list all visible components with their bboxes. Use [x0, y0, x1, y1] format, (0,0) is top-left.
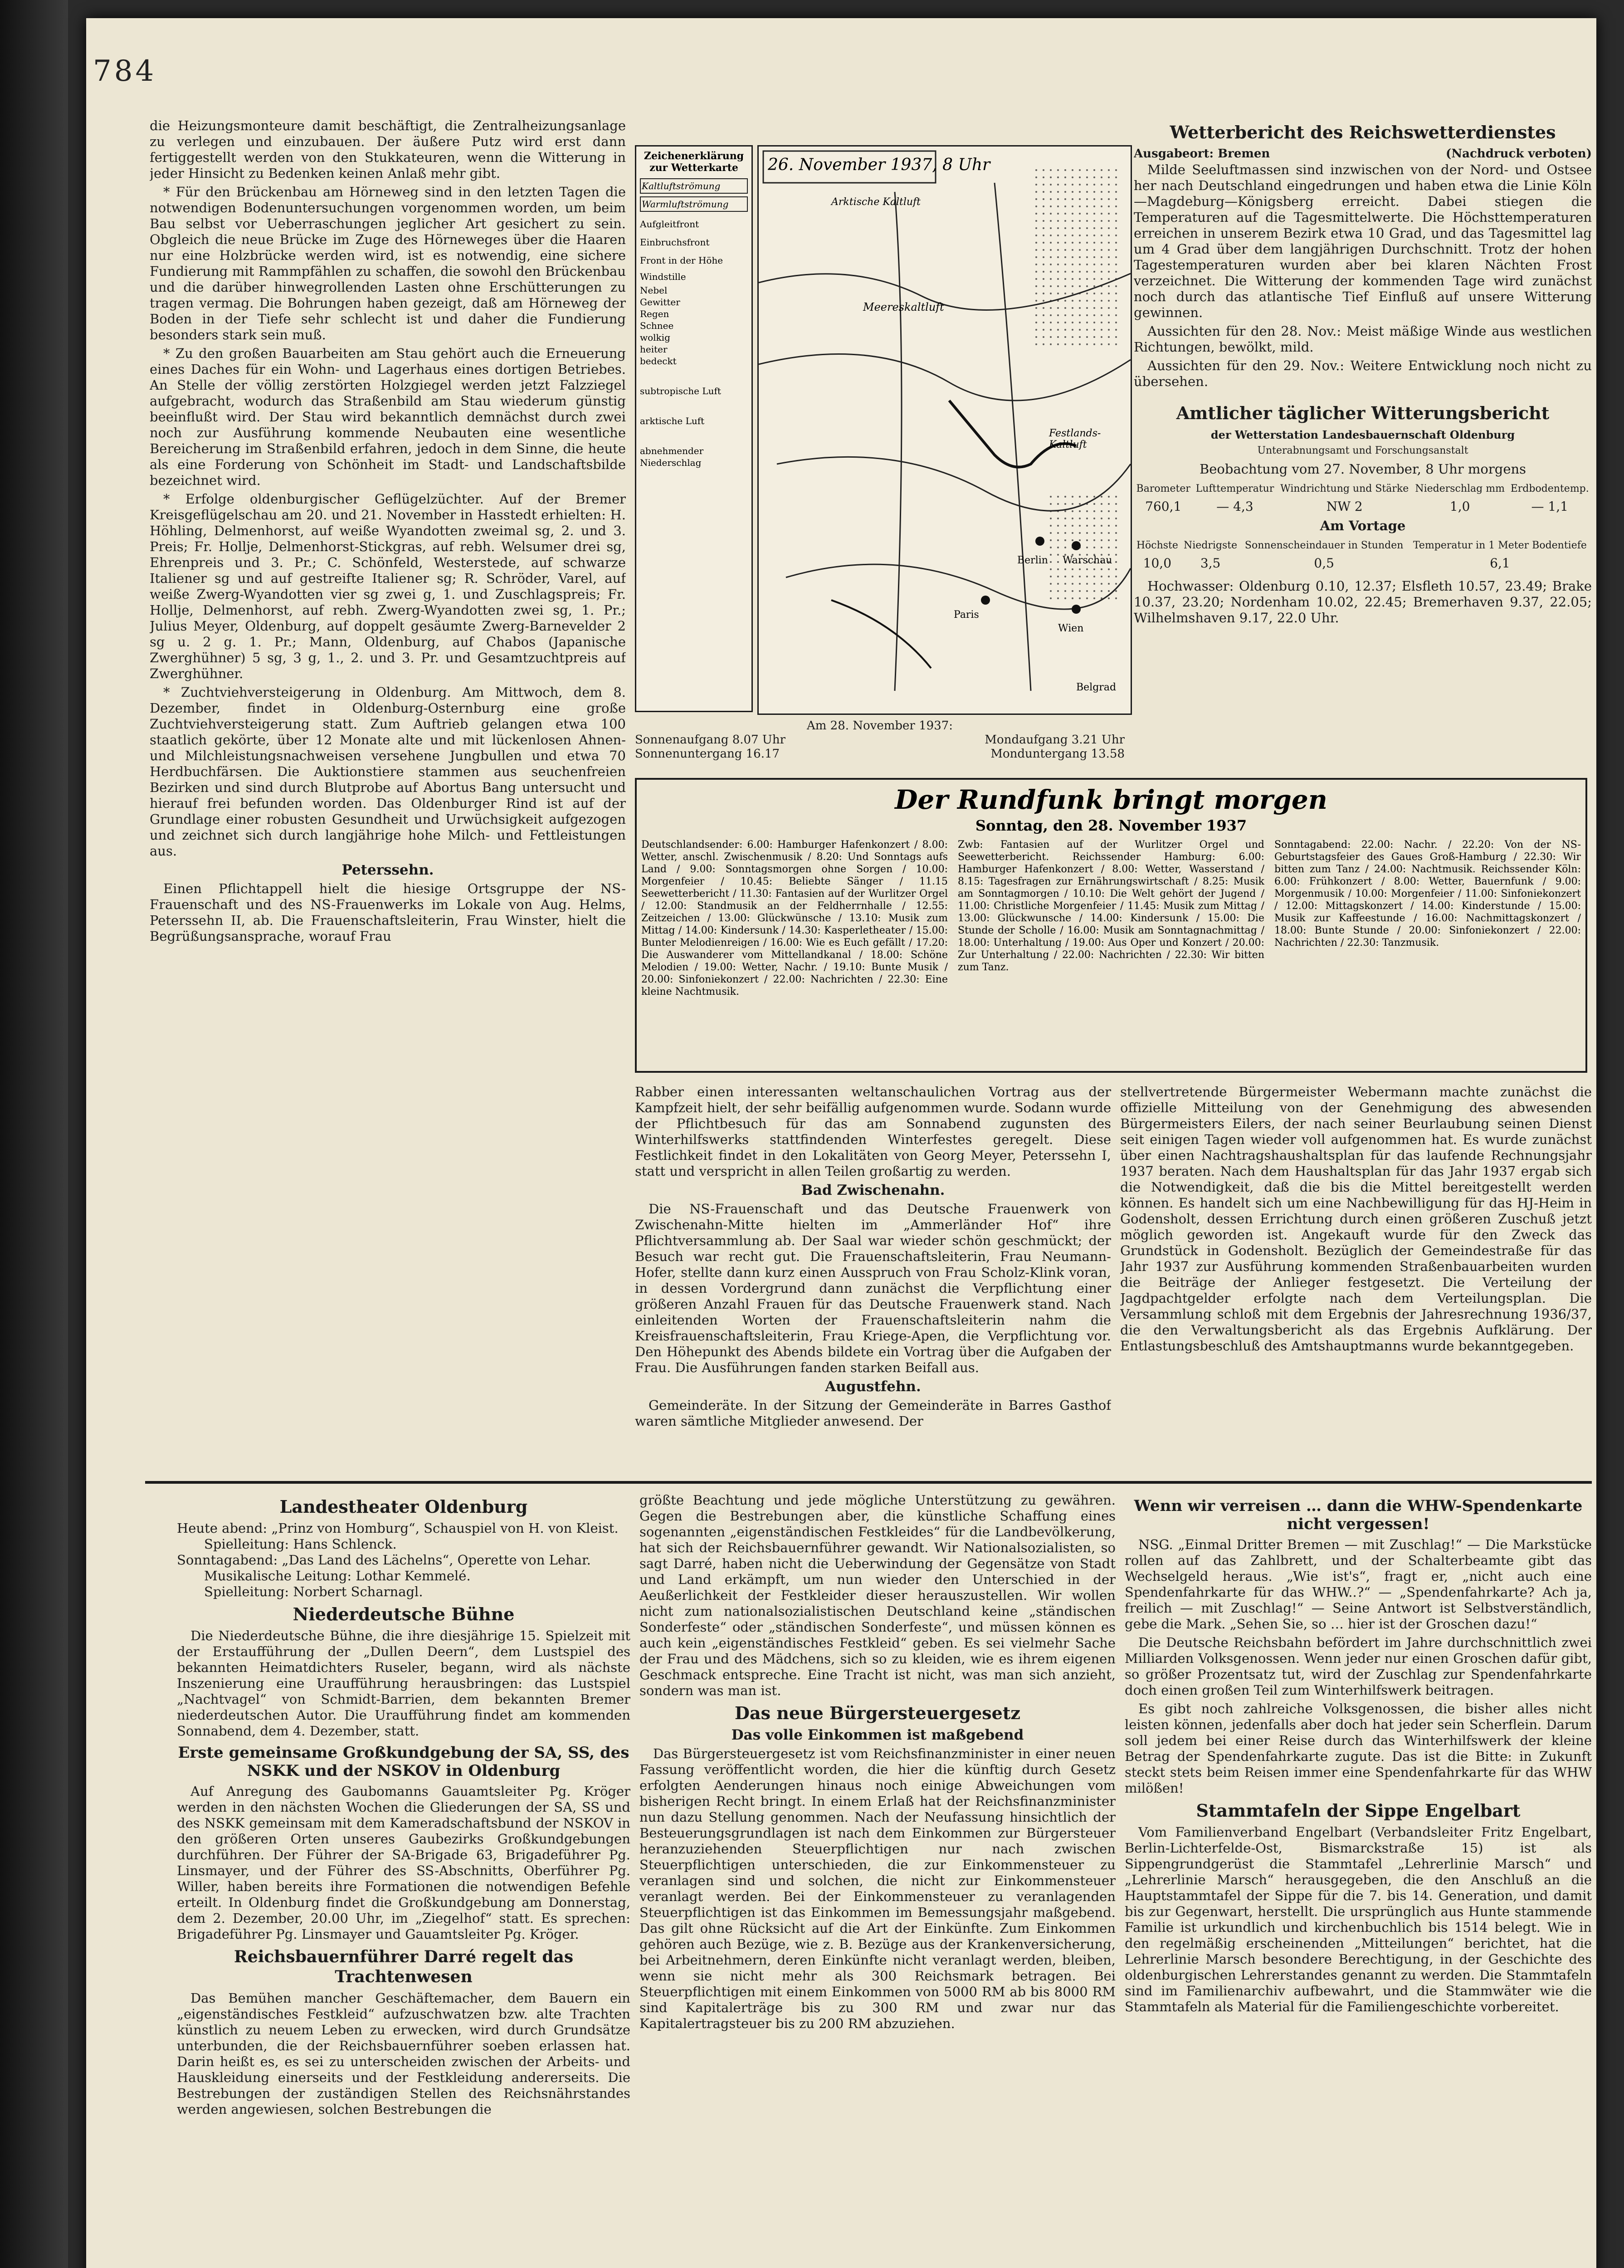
left-paragraph: * Für den Brückenbau am Hörneweg sind in den letzten Tagen die notwendigen Bodenuntersuchungen vorgenommen worden, um beim Bau selbst vor Ueberraschungen jeglicher Art gesichert zu sein. Obgleich die neue Brücke im Zuge des Hörneweges über die Haaren nur eine Holzbrücke werden wird, ist es notwendig, eine sichere Fundierung mit Rammpfählen zu schaffen, die sowohl den Brückenbau und die darüber hinwegrollenden Lasten ohne Erschütterungen zu tragen vermag. Die Bohrungen haben gezeigt, daß am Hörneweg der Boden in der Tiefe sehr schlecht ist und daher die Fundierung besonders stark sein muß. — [150, 184, 626, 342]
theater-column — [177, 1492, 630, 2268]
legend-item: Kaltluftströmung — [640, 178, 748, 194]
legend-item: Gewitter — [640, 297, 680, 308]
table-header: Windrichtung und Stärke — [1280, 483, 1409, 494]
section-heading: Wenn wir verreisen … dann die WHW-Spendenkarte nicht vergessen! — [1134, 1497, 1583, 1533]
daily-table-1 — [1134, 480, 1592, 515]
table-cell: — 4,3 — [1216, 499, 1253, 514]
table-cell: — 1,1 — [1531, 499, 1568, 514]
legend-item: abnehmender Niederschlag — [640, 445, 704, 468]
weather-subtitle: Ausgabeort: Bremen — [1134, 147, 1270, 161]
table-cell: 10,0 — [1143, 556, 1172, 571]
right-paragraph: Es gibt noch zahlreiche Volksgenossen, die bisher alles nicht leisten können, jedenfalls aber doch hat jeder sein Scherflein. Darum soll jedem bei einer Reise durch das Winterhilfswerk der kleine Betrag der Spendenfahrkarte zugute. Das ist die Bitte: in Zukunft steckt stets beim Reisen immer eine Spendenfahrkarte für das WHW milößen! — [1125, 1701, 1592, 1796]
legend-item: Windstille — [640, 271, 686, 282]
legend-item: Warmluftströmung — [640, 196, 748, 212]
theater-line: Musikalische Leitung: Lothar Kemmelé. — [204, 1568, 471, 1584]
table-cell: 3,5 — [1200, 556, 1221, 571]
daily-title: Amtlicher täglicher Witterungsbericht — [1176, 403, 1550, 423]
middle-paragraph: Die NS-Frauenschaft und das Deutsche Frauenwerk von Zwischenahn-Mitte hielten im „Ammerländer Hof“ ihre Pflichtversammlung ab. Der Saal war wieder schön geschmückt; der Besuch war recht gut. Die Frauenschaftsleiterin, Frau Neumann-Hofer, stellte dann kurz einen Ausspruch von Frau Scholz-Klink voran, in dessen Vordergrund dann zunächst die Verpflichtung einer größeren Anzahl Frauen für das Deutsche Frauenwerk stand. Nach einleitenden Worten der Frauenschaftsleiterin nahm die Kreisfrauenschaftsleiterin, Frau Kriege-Apen, die Verpflichtung vor. Den Höhepunkt des Abends bildete ein Vortrag über die Aufgaben der Frau. Die Ausführungen fanden starken Beifall aus. — [635, 1201, 1111, 1375]
theater-line: Heute abend: „Prinz von Homburg“, Schauspiel von H. von Kleist. — [177, 1520, 619, 1536]
right-column — [1120, 1084, 1592, 1474]
legend-item: subtropische Luft — [640, 386, 721, 396]
legend-item: bedeckt — [640, 356, 677, 367]
weather-title: Wetterbericht des Reichswetterdienstes — [1170, 122, 1556, 142]
weather-map — [757, 145, 1132, 715]
legend-item: Einbruchsfront — [640, 237, 710, 248]
daily-observation: Beobachtung vom 27. November, 8 Uhr morgens — [1199, 461, 1526, 477]
section-heading: Erste gemeinsame Großkundgebung der SA, SS, des NSKK und der NSKOV in Oldenburg — [178, 1744, 629, 1780]
legend-item: Front in der Höhe — [640, 255, 723, 266]
middle-paragraph: Gemeinderäte. In der Sitzung der Gemeinderäte in Barres Gasthof waren sämtliche Mitglieder anwesend. Der — [635, 1398, 1111, 1429]
legend-item: wolkig — [640, 332, 670, 343]
table-header: Höchste — [1136, 540, 1178, 551]
table-cell: 6,1 — [1490, 556, 1510, 571]
left-paragraph: * Erfolge oldenburgischer Geflügelzüchter. Auf der Bremer Kreisgeflügelschau am 20. und 21. November in Hasstedt erhielten: H. Höhling, Delmenhorst, auf weiße Wyandotten zweimal sg, 2. und 3. Preis; Fr. Hollje, Delmenhorst-Stickgras, auf rebh. Welsumer drei sg, Ehrenpreis und 3. Pr.; C. Schönfeld, Westerstede, auf schwarze Italiener sg und auf gestreifte Italiener sg; R. Schröder, Varel, auf weiße Zwerg-Wyandotten vier sg zwei g, 1. und Zuschlagspreis; Fr. Hollje, Delmenhorst, auf rebh. Zwerg-Wyandotten zwei sg, 1. Pr.; Julius Meyer, Oldenburg, auf doppelt gesäumte Zwerg-Barnevelder 2 sg u. 2 g. 1. Pr.; Mann, Oldenburg, auf Chabos (Japanische Zwerghühner) 5 sg, 3 g, 1., 2. und 3. Pr. und Gesamtzuchtpreis auf Zwerghühner. — [150, 491, 626, 681]
table-header: Barometer — [1136, 483, 1190, 494]
legend-item: Nebel — [640, 285, 668, 296]
weather-report — [1134, 118, 1592, 717]
sunset: Sonnenuntergang 16.17 — [635, 747, 780, 761]
sun-moon — [635, 719, 1125, 773]
right-paragraph: Vom Familienverband Engelbart (Verbandsleiter Fritz Engelbart, Berlin-Lichterfelde-Ost, Bismarckstraße 15) ist als Sippengrundgerüst die Stammtafel „Lehrerlinie Marsch“ und „Lehrerlinie Marsch“ herausgegeben, die den Anschluß an die Hauptstammtafel der Sippe für die 7. bis 14. Generation, und damit bis zur Gegenwart, herstellt. Die ursprünglich aus Hunte stammende Familie ist urkundlich und kirchenbuchlich bis 1514 belegt. Wie in den regelmäßig erscheinenden „Mitteilungen“ berichtet, hat die Lehrerlinie Marsch besondere Berechtigung, in der Geschichte des oldenburgischen Lehrerstandes genannt zu werden. Die Stammtafeln sind im Familienarchiv aufbewahrt, und die Stammwäter wie die Stammtafeln als Material für die Familiengeschichte vorbereitet. — [1125, 1824, 1592, 2014]
section-heading: Peterssehn. — [341, 862, 434, 878]
radio-title: Der Rundfunk bringt morgen — [895, 784, 1327, 815]
legend-item: heiter — [640, 344, 668, 355]
radio-column: Deutschlandsender: 6.00: Hamburger Hafenkonzert / 8.00: Wetter, anschl. Zwischenmusik / 8.20: Und Sonntags aufs Land / 9.00: Sonntagsmorgen ohne Sorgen / 10.00: Morgenfeier / 10.45: Beliebte Sänger / 11.15 Seewetterbericht / 11.30: Fantasien auf der Wurlitzer Orgel / 12.00: Standmusik an der Feldherrnhalle / 12.55: Zeitzeichen / 13.00: Glückwünsche / 13.10: Musik zum Mittag / 14.00: Kindersunk / 14.30: Kasperletheater / 15.00: Bunter Melodienreigen / 16.00: Wie es Euch gefällt / 17.20: Die Auswanderer vom Mittellandkanal / 18.00: Schöne Melodien / 19.00: Wetter, Nachr. / 19.10: Bunte Musik / 20.00: Sinfoniekonzert / 22.00: Nachrichten / 22.30: Eine kleine Nachtmusik. — [641, 839, 948, 997]
table-cell: 1,0 — [1449, 499, 1470, 514]
left-paragraph: die Heizungsmonteure damit beschäftigt, die Zentralheizungsanlage zu verlegen und einzubauen. Der äußere Putz wird erst dann fertiggestellt werden von den Stukkateuren, wenn die Witterung in jeder Hinsicht zu Bedenken keinen Anlaß mehr gibt. — [150, 118, 626, 181]
section-subheading: Das volle Einkommen ist maßgebend — [731, 1727, 1024, 1743]
right-paragraph: Die Deutsche Reichsbahn befördert im Jahre durchschnittlich zwei Milliarden Volksgenossen. Wenn jeder nur einen Groschen dafür gibt, so größer Prozentsatz tut, wird der Zuschlag zur Spendenfahrkarte doch einen großen Teil zum Winterhilfswerk beitragen. — [1125, 1635, 1592, 1698]
daily-subtitle: der Wetterstation Landesbauernschaft Oldenburg — [1210, 428, 1515, 441]
theater-line: Spielleitung: Norbert Scharnagl. — [204, 1584, 423, 1599]
theater-line: Spielleitung: Hans Schlenck. — [204, 1536, 397, 1552]
left-paragraph: Einen Pflichtappell hielt die hiesige Ortsgruppe der NS-Frauenschaft und des NS-Frauenwerks im Lokale von Aug. Helms, Peterssehn II, ab. Die Frauenschaftsleiterin, Frau Winster, hielt die Begrüßungsansprache, worauf Frau — [150, 881, 626, 944]
center-paragraph: größte Beachtung und jede mögliche Unterstützung zu gewähren. Gegen die Bestrebungen aber, die künstliche Schaffung eines sogenannten „eigenständischen Festkleides“ für die Landbevölkerung, hat sich der Reichsbauernführer gewandt. Wir Nationalsozialisten, so sagt Darré, haben nicht die Ueberwindung der Gegensätze von Stadt und Land erkämpft, um nun wieder den Unterschied in der Aeußerlichkeit der Festkleider dieser herauszustellen. Wir wollen nicht zum nationalsozialistischen Deutschland keine „ständischen Sonderfeste“ oder „ständischen Sonderfeste“, und müssen können es auch kein „eigenständisches Festkleid“ geben. Es sei vielmehr Sache der Frau und des Mädchens, sich so zu kleiden, wie es ihrem eigenen Geschmack entspreche. Eine Tracht ist nicht, was man sich anzieht, sondern was man ist. — [639, 1492, 1116, 1698]
middle-column — [635, 1084, 1111, 1474]
right-bottom-column — [1125, 1492, 1592, 2268]
table-cell: 760,1 — [1145, 499, 1182, 514]
right-paragraph: stellvertretende Bürgermeister Webermann machte zunächst die offizielle Mitteilung von der Genehmigung des abwesenden Bürgermeisters Eilers, der nach seiner Beurlaubung seinen Dienst seit einigen Tagen wieder voll aufgenommen hat. Es wurde zunächst über einen Nachtragshaushaltsplan für das laufende Rechnungsjahr 1937 beraten. Nach dem Haushaltsplan für das Jahr 1937 ergab sich die Notwendigkeit, daß die bis die Mittel bereitgestellt werden können. Es handelt sich um eine Nachbewilligung für das HJ-Heim in Godensholt, dessen Errichtung durch einen größeren Zuschuß jetzt möglich geworden ist. Angekauft wurde für den Zweck das Grundstück in Godensholt. Bezüglich der Gemeindestraße für das Jahr 1937 zur Ausführung kommenden Straßenbauarbeiten wurden die Beiträge der Anlieger festgesetzt. Die Verteilung der Jagdpachtgelder erfolgte nach dem Verteilungsplan. Die Versammlung schloß mit dem Ergebnis der Jahresrechnung 1936/37, die den Verwaltungsbericht als das Ergebnis Aufklärung. Der Entlastungsbeschluß des Amtshauptmanns wurde bekanntgegeben. — [1120, 1084, 1592, 1354]
map-label: Meereskaltluft — [863, 301, 944, 313]
section-heading: Stammtafeln der Sippe Engelbart — [1196, 1800, 1521, 1821]
table-header: Niederschlag mm — [1415, 483, 1505, 494]
sunrise: Sonnenaufgang 8.07 Uhr — [635, 733, 785, 747]
section-heading: Niederdeutsche Bühne — [293, 1604, 515, 1624]
weather-outlook: Aussichten für den 28. Nov.: Meist mäßige Winde aus westlichen Richtungen, bewölkt, mild. — [1134, 323, 1592, 355]
section-heading: Das neue Bürgersteuergesetz — [735, 1703, 1020, 1723]
table-cell: NW 2 — [1326, 499, 1363, 514]
section-heading: Bad Zwischenahn. — [801, 1182, 945, 1198]
middle-paragraph: Rabber einen interessanten weltanschaulichen Vortrag aus der Kampfzeit hielt, der sehr beifällig aufgenommen wurde. Sodann wurde der Pflichtbesuch für das am Sonnabend zugunsten des Winterhilfswerks stattfindenden Winterfestes geregelt. Diese Festlichkeit findet in den Lokalitäten von Georg Meyer, Peterssehn I, statt und verspricht in allen Teilen großartig zu werden. — [635, 1084, 1111, 1179]
radio-column: Zwb: Fantasien auf der Wurlitzer Orgel und Seewetterbericht. Reichssender Hamburg: 6.00: Hamburger Hafenkonzert / 8.00: Wetter, Wasserstand / 8.15: Tagesfragen zur Ernährungswirtschaft / 8.25: Musik am Sonntagmorgen / 10.10: Die Welt gehört der Jugend / 11.00: Christliche Morgenfeier / 11.45: Musik zum Mittag / 13.00: Glückwunsche / 14.00: Kindersunk / 15.00: Die Stunde der Scholle / 16.00: Musik am Sonntagnachmittag / 18.00: Unterhaltung / 19.00: Aus Oper und Konzert / 20.00: Zur Unterhaltung / 22.00: Nachrichten / 22.30: Wir bitten zum Tanz. — [958, 839, 1264, 973]
section-divider — [145, 1481, 1592, 1484]
moonset: Monduntergang 13.58 — [990, 747, 1125, 761]
radio-program-box — [635, 778, 1587, 1073]
legend-item: Schnee — [640, 320, 674, 331]
high-water: Hochwasser: Oldenburg 0.10, 12.37; Elsfleth 10.57, 23.49; Brake 10.37, 23.20; Nordenham 10.02, 22.45; Bremerhaven 9.37, 22.05; Wilhelmshaven 9.17, 22.0 Uhr. — [1134, 578, 1592, 626]
legend-item: arktische Luft — [640, 415, 705, 426]
page-number: 784 — [93, 54, 157, 88]
map-label: Festlands-Kaltluft — [1049, 428, 1101, 450]
book-gutter — [0, 0, 68, 2268]
map-caption: 26. November 1937, 8 Uhr — [768, 156, 990, 174]
sun-date: Am 28. November 1937: — [806, 719, 953, 733]
center-paragraph: Das Bürgersteuergesetz ist vom Reichsfinanzminister in einer neuen Fassung veröffentlicht worden, die hier die künftig durch Gesetz erfolgten Aenderungen hinaus noch einige Abweichungen vom bisherigen Recht bringt. In einem Erlaß hat der Reichsfinanzminister nun dazu Stellung genommen. Nach der Neufassung hinsichtlich der Besteuerungsgrundlagen ist nach dem Einkommen zur Bürgersteuer heranzuziehenden Steuerpflichtigen nur nach zwischen Steuerpflichtigen unterschieden, die zur Einkommensteuer zu veranlagen sind und solchen, die nicht zur Einkommensteuer veranlagt werden. Bei der Einkommensteuer zu veranlagenden Steuerpflichtigen ist das Einkommen im Bemessungsjahr maßgebend. Das gilt ohne Rücksicht auf die Art der Einkünfte. Zum Einkommen gehören auch Bezüge, wie z. B. Bezüge aus der Krankenversicherung, bei Arbeitnehmern, deren Einkünfte nicht veranlagt werden, bleiben, wenn sie nicht mehr als 300 Reichsmark betragen. Bei Steuerpflichtigen mit einem Einkommen von 5000 RM ab bis 8000 RM sind Kapitalerträge bis zu 300 RM und zwar nur das Kapitalertragsteuer bis zu 200 RM abzuziehen. — [639, 1746, 1116, 2031]
map-legend — [635, 145, 753, 712]
theater-paragraph: Auf Anregung des Gaubomanns Gauamtsleiter Pg. Kröger werden in den nächsten Wochen die Gliederungen der SA, SS und des NSKK gemeinsam mit dem Kameradschaftsbund der NSKOV in den größeren Orten unseres Gaubezirks Großkundgebungen durchführen. Der Führer der SA-Brigade 63, Brigadeführer Pg. Linsmayer, und der Führer des SS-Abschnitts, Oberführer Pg. Willer, haben bereits ihre Formationen die notwendigen Befehle erteilt. In Oldenburg findet die Großkundgebung am Donnerstag, dem 2. Dezember, 20.00 Uhr, im „Ziegelhof“ statt. Es sprechen: Brigadeführer Pg. Linsmayer und Gauamtsleiter Pg. Kröger. — [177, 1784, 630, 1942]
map-label: Arktische Kaltluft — [831, 196, 921, 208]
map-label: Paris — [954, 609, 979, 621]
radio-date: Sonntag, den 28. November 1937 — [975, 817, 1247, 834]
map-label: Berlin — [1017, 555, 1048, 566]
daily-mid: Am Vortage — [1320, 518, 1406, 533]
section-heading: Augustfehn. — [825, 1378, 921, 1395]
right-paragraph: NSG. „Einmal Dritter Bremen — mit Zuschlag!“ — Die Markstücke rollen auf das Zahlbrett, und der Schalterbeamte gibt das Wechselgeld heraus. „Wie ist's“, fragt er, „nicht auch eine Spendenfahrkarte für das WHW..?“ — „Spendenfahrkarte? Ach ja, freilich — mit Zuschlag!“ — Seine Antwort ist Selbstverständlich, gebe die Mark. „Sehen Sie, so … hier ist der Groschen dazu!“ — [1125, 1537, 1592, 1632]
legend-title: Zeichenerklärung zur Wetterkarte — [644, 150, 744, 174]
theater-title: Landestheater Oldenburg — [279, 1496, 528, 1517]
legend-item: Regen — [640, 308, 669, 319]
table-header: Erdbodentemp. — [1510, 483, 1589, 494]
radio-column: Sonntagabend: 22.00: Nachr. / 22.20: Von der NS-Geburtstagsfeier des Gaues Groß-Hamburg / 22.30: Wir bitten zum Tanz / 24.00: Nachtmusik. Reichssender Köln: 6.00: Frühkonzert / 8.00: Wetter, Bauernfunk / 9.00: Morgenmusik / 10.00: Morgenfeier / 11.00: Sinfoniekonzert / 12.00: Mittagskonzert / 14.00: Kinderstunde / 15.00: Musik zur Kaffeestunde / 16.00: Nachmittagskonzert / 18.00: Bunte Stunde / 20.00: Sinfoniekonzert / 22.00: Nachrichten / 22.30: Tanzmusik. — [1274, 839, 1581, 948]
table-header: Temperatur in 1 Meter Bodentiefe — [1413, 540, 1587, 551]
map-label: Belgrad — [1076, 682, 1117, 693]
table-cell: 0,5 — [1314, 556, 1334, 571]
daily-sub2: Unterabnungsamt und Forschungsanstalt — [1257, 445, 1468, 456]
theater-paragraph: Das Bemühen mancher Geschäftemacher, dem Bauern ein „eigenständisches Festkleid“ aufzuschwatzen bzw. alte Trachten künstlich zu neuem Leben zu erwecken, wird durch Grundsätze unterbunden, die der Reichsbauernführer soeben erlassen hat. Darin heißt es, es sei zu unterscheiden zwischen der Arbeits- und Hauskleidung einerseits und der Festkleidung andererseits. Die Bestrebungen der zuständigen Stellen des Reichsnährstandes werden angewiesen, solchen Bestrebungen die — [177, 1990, 630, 2117]
left-column — [150, 118, 626, 1352]
left-paragraph: * Zu den großen Bauarbeiten am Stau gehört auch die Erneuerung eines Daches für ein Wohn- und Lagerhaus eines dortigen Betriebes. An Stelle der völlig zerstörten Holzgiegel werden jetzt Falzziegel aufgebracht, wodurch das Straßenbild am Stau wiederum günstig beeinflußt wird. Der Stau wird bekanntlich demnächst durch zwei noch zur Ausführung kommende Neubauten eine wesentliche Bereicherung im Straßenbild erfahren, jedoch in dem Sinne, die heute als eine Forderung von Schönheit im Stadt- und Landschaftsbilde bezeichnet wird. — [150, 346, 626, 488]
legend-item: Aufgleitfront — [640, 219, 699, 230]
weather-rights: (Nachdruck verboten) — [1446, 147, 1592, 161]
weather-outlook: Aussichten für den 29. Nov.: Weitere Entwicklung noch nicht zu übersehen. — [1134, 358, 1592, 389]
daily-table-2 — [1134, 537, 1592, 572]
table-header: Niedrigste — [1183, 540, 1238, 551]
map-label: Wien — [1058, 623, 1084, 634]
weather-text: Milde Seeluftmassen sind inzwischen von der Nord- und Ostsee her nach Deutschland eingedrungen und haben etwa die Linie Köln—Magdeburg—Königsberg erreicht. Dabei stiegen die Temperaturen auf die Tagesmittelwerte. Die Höchsttemperaturen erreichen in unserem Bezirk etwa 10 Grad, und das Tagesmittel lag um 4 Grad über dem langjährigen Durchschnitt. Trotz der hohen Tagestemperaturen wurden aber bei klaren Nächten Frost verzeichnet. Die Witterung der kommenden Tage wird zunächst noch durch das atlantische Tief Einfluß auf unsere Witterung gewinnen. — [1134, 162, 1592, 320]
theater-line: Sonntagabend: „Das Land des Lächelns“, Operette von Lehar. — [177, 1552, 591, 1568]
map-label: Warschau — [1063, 555, 1112, 566]
section-heading: Reichsbauernführer Darré regelt das Trachtenwesen — [234, 1947, 574, 1986]
center-column — [639, 1492, 1116, 2268]
theater-paragraph: Die Niederdeutsche Bühne, die ihre diesjährige 15. Spielzeit mit der Erstaufführung der „Dullen Deern“, dem Lustspiel des bekannten Heimatdichters Ruseler, begann, wird als nächste Inszenierung eine Uraufführung herausbringen: das Lustspiel „Nachtvagel“ von Schmidt-Barrien, dem bekannten Bremer niederdeutschen Autor. Die Uraufführung findet am kommenden Sonnabend, dem 4. Dezember, statt. — [177, 1628, 630, 1739]
left-paragraph: * Zuchtviehversteigerung in Oldenburg. Am Mittwoch, dem 8. Dezember, findet in Oldenburg-Osternburg eine große Zuchtviehversteigerung statt. Zum Auftrieb gelangen etwa 100 staatlich gekörte, über 12 Monate alte und mit lückenlosen Ahnen- und Milchleistungsnachweisen versehene Jungbullen und etwa 70 Herdbuchfärsen. Die Auktionstiere stammen aus seuchenfreien Bezirken und sind durch Blutprobe auf Abortus Bang untersucht und hierauf frei befunden worden. Das Oldenburger Rind ist auf der Grundlage einer robusten Gesundheit und Urwüchsigkeit aufgezogen und zeichnet sich durch langjährige hohe Milch- und Fettleistungen aus. — [150, 684, 626, 859]
table-header: Lufttemperatur — [1195, 483, 1274, 494]
table-header: Sonnenscheindauer in Stunden — [1244, 540, 1404, 551]
moonrise: Mondaufgang 3.21 Uhr — [985, 733, 1125, 747]
